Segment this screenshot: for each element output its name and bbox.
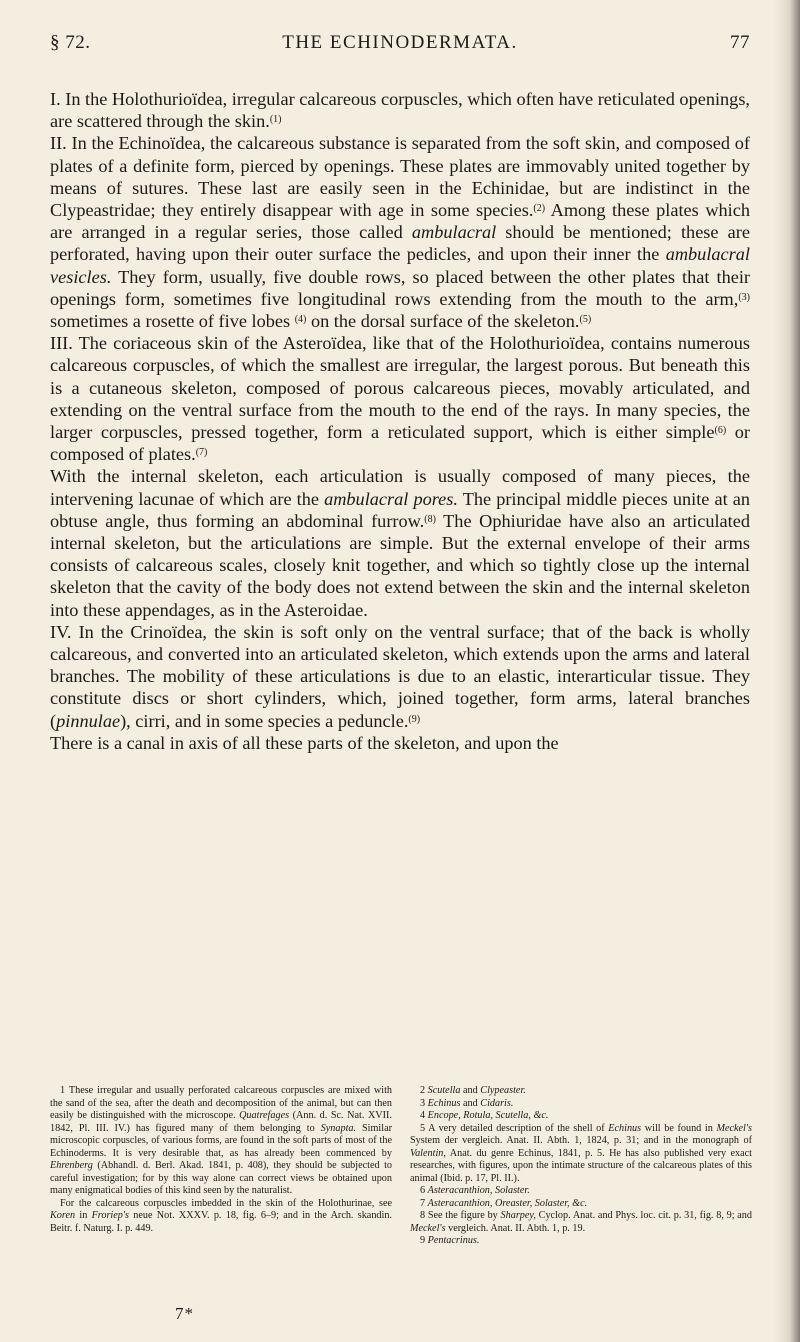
footnote-1-continued: For the calcareous corpuscles imbedded in the skin of the Holothurinae, see Koren in Froriep's neue Not. XXXV. p. 18, fig. 6–9; and in the Arch. skandin. Beitr. f. Naturg. I. p. 449. bbox=[50, 1197, 392, 1234]
footnote-3: 3 Echinus and Cidaris. bbox=[420, 1097, 514, 1109]
footnote-6: 6 Asteracanthion, Solaster. bbox=[420, 1185, 530, 1196]
footnote-ref[interactable]: (9) bbox=[408, 713, 421, 725]
footnotes-left-column bbox=[50, 1085, 392, 1235]
paragraph-holothurioidea: I. In the Holothurioïdea, irregular calcareous corpuscles, which often have reticulated openings, are scattered through the skin.$^{(1)}$ bbox=[50, 89, 751, 132]
footnote-ref[interactable]: (2) bbox=[533, 203, 546, 215]
paragraph-canal: There is a canal in axis of all these parts of the skeleton, and upon the bbox=[50, 732, 559, 753]
running-header bbox=[50, 32, 750, 60]
footnote-ref[interactable]: (4) bbox=[294, 314, 307, 326]
footnote-ref[interactable]: (7) bbox=[195, 447, 208, 459]
footnote-5: 5 A very detailed description of the shell of Echinus will be found in Meckel's System der vergleich. Anat. II. Abth. 1, 1824, p. 31; and in the monograph of Valentin, Anat. du genre Echinus, 1841, p. 5. He has also published very exact researches, with figures, upon the intimate structure of the calcareous plates of this animal (Ibid. p. 17, Pl. II.). bbox=[410, 1122, 752, 1184]
paragraph-crinoidea: IV. In the Crinoïdea, the skin is soft only on the ventral surface; that of the back is wholly calcareous, and converted into an articulated skeleton, which extends upon the arms and lateral branches. The mobility of these articulations is due to an elastic, interarticular tissue. They constitute discs or short cylinders, which, joined together, form arms, lateral branches (pinnulae), cirri, and in some species a peduncle.$^{(9)}$ bbox=[50, 621, 750, 731]
section-number: § 72. bbox=[50, 32, 91, 53]
page-number: 77 bbox=[730, 32, 750, 53]
footnotes-right-column bbox=[410, 1085, 752, 1248]
paragraph-internal-skeleton: With the internal skeleton, each articulation is usually composed of many pieces, the intervening lacunae of which are the ambulacral pores. The principal middle pieces unite at an obtuse angle, thus forming an abdominal furrow.$^{(8)}$ The Ophiuridae have also an articulated internal skeleton, but the articulations are simple. But the external envelope of their arms consists of calcareous scales, closely knit together, and which so tightly close up the internal skeleton that the cavity of the body does not extend between the skin and the internal skeleton into these appendages, as in the Asteroidae. bbox=[50, 466, 751, 620]
running-title: THE ECHINODERMATA. bbox=[282, 32, 518, 53]
page-edge-shadow bbox=[774, 0, 800, 1342]
footnote-9: 9 Pentacrinus. bbox=[420, 1235, 480, 1246]
footnote-ref[interactable]: (3) bbox=[738, 291, 750, 303]
footnote-2: 2 Scutella and Clypeaster. bbox=[420, 1085, 526, 1096]
paragraph-asteroidea: III. The coriaceous skin of the Asteroïdea, like that of the Holothurioïdea, contains numerous calcareous corpuscles, of which the smallest are irregular, the largest porous. But beneath this is a cutaneous skeleton, composed of porous calcareous pieces, movably articulated, and extending on the ventral surface from the mouth to the end of the rays. In many species, the larger corpuscles, pressed together, form a reticulated support, which is either simple$^{(6)}$ or composed of plates.$^{(7)}$ bbox=[50, 333, 750, 465]
footnote-4: 4 Encope, Rotula, Scutella, &c. bbox=[420, 1110, 549, 1121]
footnote-ref[interactable]: (1) bbox=[269, 114, 282, 126]
main-text bbox=[50, 88, 750, 754]
footnote-ref[interactable]: (8) bbox=[424, 513, 436, 525]
footnote-ref[interactable]: (6) bbox=[714, 425, 727, 437]
footnote-7: 7 Asteracanthion, Oreaster, Solaster, &c. bbox=[420, 1197, 588, 1209]
footnote-1: 1 These irregular and usually perforated calcareous corpuscles are mixed with the sand of the sea, after the death and decomposition of the animal, but can then easily be distinguished with the microscope. Quatrefages (Ann. d. Sc. Nat. XVII. 1842, Pl. III. IV.) has figured many of them belonging to Synapta. Similar microscopic corpuscles, of various forms, are found in the soft parts of most of the Echinoderms. It is very desirable that, as has already been commenced by Ehrenberg (Abhandl. d. Berl. Akad. 1841, p. 408), they should be subjected to careful investigation; for by this way alone can correct views be obtained upon many enigmatical bodies of this kind seen by the naturalist. bbox=[50, 1085, 392, 1196]
paragraph-echinoidea: II. In the Echinoïdea, the calcareous substance is separated from the soft skin, and composed of plates of a definite form, pierced by openings. These plates are immovably united together by means of sutures. These last are easily seen in the Echinidae, but are indistinct in the Clypeastridae; they entirely disappear with age in some species.$^{(2)}$ Among these plates which are arranged in a regular series, those called ambulacral should be mentioned; these are perforated, having upon their outer surface the pedicles, and upon their inner the ambulacral vesicles. They form, usually, five double rows, so placed between the other plates that their openings form, sometimes five longitudinal rows extending from the mouth to the arm,$^{(3)}$ sometimes a rosette of five lobes $^{(4)}$ on the dorsal surface of the skeleton.$^{(5)}$ bbox=[50, 133, 751, 332]
printer-signature-mark: 7* bbox=[175, 1304, 194, 1323]
footnote-ref[interactable]: (5) bbox=[579, 314, 592, 326]
footnote-8: 8 See the figure by Sharpey, Cyclop. Anat. and Phys. loc. cit. p. 31, fig. 8, 9; and Meckel's vergleich. Anat. II. Abth. 1, p. 19. bbox=[410, 1210, 752, 1234]
